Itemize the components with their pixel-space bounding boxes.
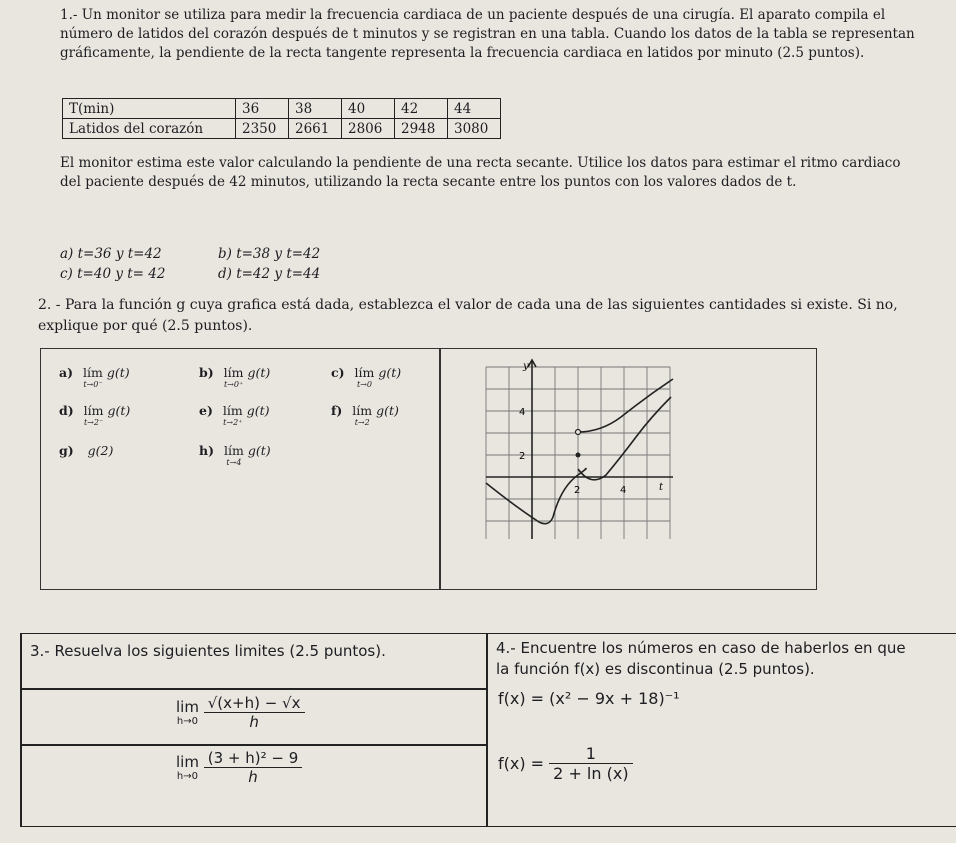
function-2: f(x) = $\frac{1}{2 + \ln (x)}$	[498, 744, 633, 783]
problems-3-4-table	[20, 633, 956, 827]
y-axis-label: y	[523, 361, 529, 372]
limit-item-a: a) lím t→0⁻ g(t)	[59, 365, 130, 389]
table-cell: 2661	[289, 119, 342, 139]
limit-item-h: h) lím t→4 g(t)	[199, 443, 271, 467]
x-tick-2: 2	[574, 485, 581, 496]
limit-item-b: b) lím t→0⁺ g(t)	[199, 365, 271, 389]
closed-point	[576, 453, 581, 458]
limit-item-d: d) lím t→2⁻ g(t)	[59, 403, 131, 427]
problem-1-instruction: El monitor estima este valor calculando la pendiente de una recta secante. Utilice los datos para estimar el ritmo cardiaco del paciente después de 42 minutos, utilizando la recta secante entre los puntos con los valores dados de t.	[60, 155, 901, 190]
limit-item-c: c) lím t→0 g(t)	[331, 365, 402, 389]
problem-2-text: 2. - Para la función g cuya grafica está dada, establezca el valor de cada una de las siguientes cantidades si existe. Si no, explique por qué (2.5 puntos).	[38, 297, 898, 334]
limit-item-g: g) g(2)	[59, 443, 114, 458]
table-row	[63, 119, 501, 139]
table-cell: 2948	[395, 119, 448, 139]
table-cell: 42	[395, 99, 448, 119]
function-1: f(x) = (x² − 9x + 18)⁻¹	[498, 689, 680, 708]
y-tick-4: 4	[519, 407, 526, 418]
limit-item-f: f) lím t→2 g(t)	[331, 403, 399, 427]
table-cell: 2806	[342, 119, 395, 139]
limit-expression-2: lim h→0 $\frac{\text{(3 + h)² − 9}}{h}$	[176, 749, 302, 786]
function-g-graph	[481, 357, 681, 547]
table-cell: 3080	[448, 119, 501, 139]
option-c: c) t=40 y t= 42	[60, 266, 166, 282]
graph-curve-upper	[578, 379, 673, 432]
x-axis-label: t	[659, 482, 664, 493]
problem-3-title: 3.- Resuelva los siguientes limites (2.5 puntos).	[30, 642, 386, 660]
table-cell: 40	[342, 99, 395, 119]
table-row	[63, 99, 501, 119]
table-cell: 44	[448, 99, 501, 119]
table-cell: 2350	[236, 119, 289, 139]
open-point	[576, 430, 581, 435]
limit-expression-1: lim h→0 $\frac{√(x+h) - √x}{h}$	[176, 694, 305, 731]
table-cell: 38	[289, 99, 342, 119]
table-cell: 36	[236, 99, 289, 119]
heart-rate-table	[62, 98, 501, 139]
table-header-time: T(min)	[63, 99, 236, 119]
option-a: a) t=36 y t=42	[60, 246, 162, 262]
problem-2-box	[40, 348, 817, 590]
x-tick-4: 4	[620, 485, 627, 496]
graph-axes	[486, 360, 673, 539]
problem-1-text: 1.- Un monitor se utiliza para medir la frecuencia cardiaca de un paciente después de una cirugía. El aparato compila el número de latidos del corazón después de t minutos y se registran en una tabla. Cuando los datos de la tabla se representan gráficamente, la pendiente de la recta tangente representa la frecuencia cardiaca en latidos por minuto (2.5 puntos).	[60, 7, 915, 61]
graph-curve-right	[578, 397, 671, 480]
option-b: b) t=38 y t=42	[218, 246, 321, 262]
table-header-beats: Latidos del corazón	[63, 119, 236, 139]
y-tick-2: 2	[519, 451, 526, 462]
limit-item-e: e) lím t→2⁺ g(t)	[199, 403, 270, 427]
problem-4-title: 4.- Encuentre los números en caso de haberlos en que la función f(x) es discontinua (2.5 puntos).	[496, 639, 906, 678]
option-d: d) t=42 y t=44	[218, 266, 321, 282]
